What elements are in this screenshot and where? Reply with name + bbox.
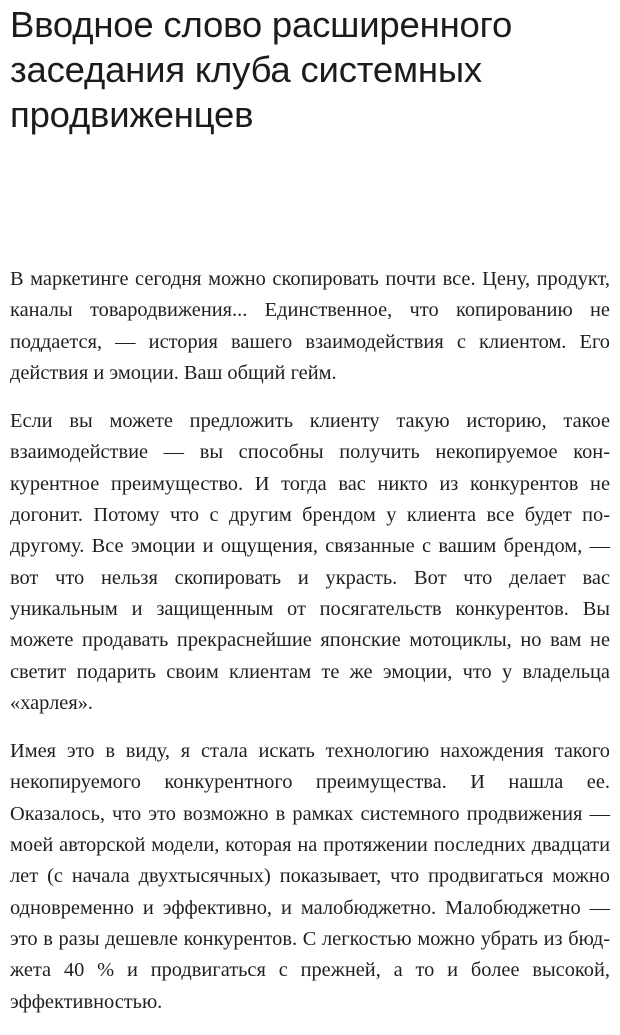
- paragraph-1: В маркетинге сегодня можно скопировать почти все. Цену, продукт, каналы товародвижения... Единственное, что копированию не поддается, — история вашего взаимодействия с клиентом. Его действия и эмоции. Ваш общий гейм.: [10, 268, 610, 384]
- paragraph-2: Если вы можете предложить клиенту такую историю, такое взаимодействие — вы способны получить некопируемое конкурентное преимущество. И тогда вас никто из конкурентов не догонит. Потому что с другим брендом у клиента все будет по-другому. Все эмоции и ощущения, связанные с вашим брендом, — вот что нельзя скопировать и украсть. Вот что делает вас уникальным и защищенным от посягательств конкурентов. Вы можете продавать прекраснейшие японские мотоциклы, но вам не светит подарить своим клиентам те же эмоции, что у владельца «харлея».: [10, 410, 610, 714]
- chapter-body: [10, 264, 610, 1035]
- paragraph-3: Имея это в виду, я стала искать технологию нахождения такого некопируемого конкурентного преимущества. И нашла ее. Оказалось, что это возможно в рамках системного продвижения — моей авторской модели, которая на протяжении последних двадцати лет (с начала двухтысячных) показывает, что продвигаться можно одновременно и эффективно, и малобюджетно. Малобюджетно — это в разы дешевле конкурентов. С легкостью можно убрать из бюджета 40 % и продвигаться с прежней, а то и более высокой, эффективностью.: [10, 740, 610, 1013]
- chapter-title: Вводное слово расширенного заседания клуба системных продвиженцев: [10, 4, 513, 135]
